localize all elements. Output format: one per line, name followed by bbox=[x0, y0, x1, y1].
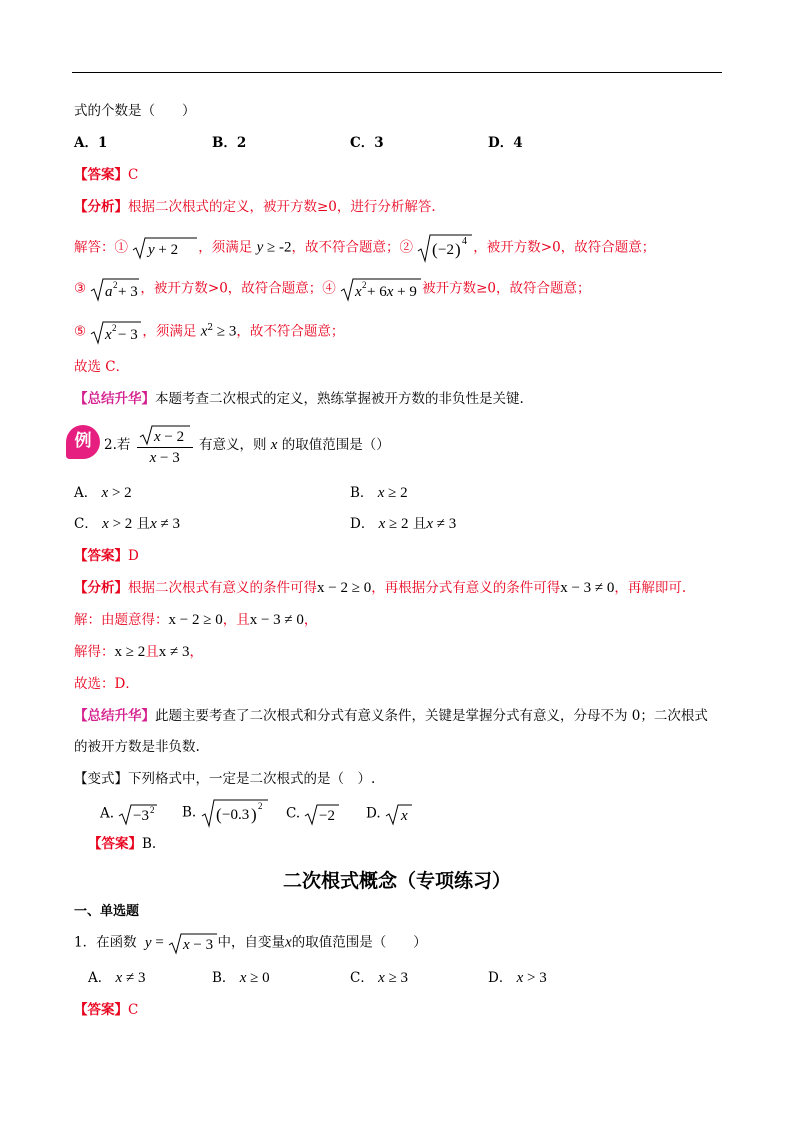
svg-text:−2: −2 bbox=[319, 808, 336, 824]
svg-text:−0.3: −0.3 bbox=[221, 807, 249, 823]
svg-text:): ) bbox=[455, 240, 461, 259]
summary-2-line-1: 【总结升华】此题主要考查了二次根式和分式有意义条件，关键是掌握分式有意义，分母不为 0；二次根式 bbox=[74, 708, 708, 724]
choose-1: 故选 C． bbox=[74, 359, 130, 375]
svg-text:−2: −2 bbox=[438, 242, 455, 258]
option-c: C．3 bbox=[350, 135, 384, 151]
variant-answer: 【答案】B. bbox=[88, 836, 157, 852]
svg-text:2: 2 bbox=[150, 805, 155, 815]
q1-option-d: D． x > 3 bbox=[488, 970, 547, 986]
svg-text:−3: −3 bbox=[133, 808, 150, 824]
section-subtitle: 一、单选题 bbox=[74, 904, 140, 919]
variant-option-a: A. −3 2 bbox=[100, 802, 158, 826]
choose-2: 故选：D． bbox=[74, 676, 139, 692]
option-d: D．4 bbox=[488, 135, 523, 151]
sqrt-neg0-3-sq bbox=[201, 798, 269, 828]
svg-text:+ 3: + 3 bbox=[118, 284, 139, 300]
option-b: B．2 bbox=[212, 135, 247, 151]
svg-text:(: ( bbox=[215, 805, 222, 824]
solution-line-1: 解答：① y + 2 ，须满足 y ≥ -2，故不符合题意；② ( −2 ) 4 ，被开方数>0，故符合题意； bbox=[74, 233, 655, 263]
q1-option-c: C． x ≥ 3 bbox=[350, 970, 409, 986]
svg-text:x − 3: x − 3 bbox=[182, 937, 213, 953]
svg-text:2: 2 bbox=[362, 280, 367, 290]
fraction-sqrt-x-2-over-x-3: $\frac{x - 2}{x - 3}$ bbox=[137, 424, 193, 467]
answer-1: 【答案】C bbox=[74, 167, 139, 183]
sqrt-neg-3-sq bbox=[118, 802, 158, 826]
q1-question: 1．在函数 y = x − 3 中，自变量x的取值范围是（ ） bbox=[74, 931, 427, 955]
ex2-option-c: C． x > 2 且x ≠ 3 bbox=[74, 516, 180, 532]
sqrt-x2-minus-3 bbox=[90, 319, 142, 345]
svg-text:4: 4 bbox=[462, 236, 468, 247]
svg-text:y + 2: y + 2 bbox=[148, 242, 179, 258]
sqrt-x2-6x-9 bbox=[340, 276, 422, 302]
ex2-option-a: A． x > 2 bbox=[74, 485, 132, 501]
q1-option-b: B． x ≥ 0 bbox=[212, 970, 270, 986]
svg-text:x: x bbox=[400, 808, 408, 824]
svg-text:x: x bbox=[355, 284, 362, 300]
svg-text:2: 2 bbox=[112, 323, 117, 333]
svg-text:2: 2 bbox=[113, 280, 118, 290]
example-2-question: 2.若 $\frac{x - 2}{x - 3}$ 有意义，则 x 的取值范围是（） bbox=[104, 424, 390, 468]
solution-2-line-1: 解：由题意得：x − 2 ≥ 0，且x − 3 ≠ 0， bbox=[74, 612, 318, 628]
solution-line-3: ⑤ x 2 − 3 ，须满足 $x^2 \ge 3$，故不符合题意； bbox=[74, 318, 344, 345]
option-a: A．1 bbox=[74, 135, 108, 151]
sqrt-x-minus-3 bbox=[168, 931, 218, 955]
solution-2-line-2: 解得：x ≥ 2且x ≠ 3， bbox=[74, 644, 203, 660]
solution-line-2: ③ a 2 + 3 ，被开方数>0，故符合题意；④ x 2 + 6x + 9 被开方数≥0，故符合题意； bbox=[74, 276, 591, 302]
analysis-1: 【分析】根据二次根式的定义，被开方数≥0，进行分析解答. bbox=[74, 199, 436, 215]
sqrt-neg-2 bbox=[304, 802, 340, 826]
q1-option-a: A． x ≠ 3 bbox=[88, 970, 146, 986]
svg-text:x: x bbox=[105, 327, 113, 343]
svg-text:+ 6x + 9: + 6x + 9 bbox=[367, 284, 417, 300]
sqrt-x bbox=[385, 802, 413, 826]
summary-2-line-2: 的被开方数是非负数. bbox=[74, 739, 200, 755]
svg-text:a: a bbox=[105, 284, 113, 300]
svg-text:x − 2: x − 2 bbox=[153, 429, 184, 445]
variant-option-d: D. x bbox=[366, 802, 413, 826]
sqrt-y-plus-2 bbox=[132, 236, 198, 260]
sqrt-a2-plus-3 bbox=[90, 276, 140, 302]
section-title: 二次根式概念（专项练习） bbox=[282, 870, 511, 892]
sqrt-neg2-pow4 bbox=[417, 233, 473, 263]
analysis-2: 【分析】根据二次根式有意义的条件可得x − 2 ≥ 0，再根据分式有意义的条件可得x − 3 ≠ 0，再解即可. bbox=[74, 580, 687, 596]
header-rule bbox=[72, 72, 722, 73]
svg-text:2: 2 bbox=[257, 801, 263, 811]
variant-option-b: B. ( −0.3 ) 2 bbox=[182, 798, 269, 828]
ex2-option-d: D． x ≥ 2 且x ≠ 3 bbox=[350, 516, 457, 532]
answer-2: 【答案】D bbox=[74, 548, 139, 564]
svg-text:): ) bbox=[250, 805, 257, 824]
svg-text:− 3: − 3 bbox=[118, 327, 139, 343]
example-badge: 例 bbox=[66, 425, 100, 459]
variant-question: 【变式】下列格式中，一定是二次根式的是（ ）. bbox=[74, 771, 376, 787]
summary-1: 【总结升华】本题考查二次根式的定义，熟练掌握被开方数的非负性是关键. bbox=[74, 391, 524, 407]
answer-q1: 【答案】C bbox=[74, 1002, 139, 1018]
ex2-option-b: B． x ≥ 2 bbox=[350, 485, 408, 501]
question-tail: 式的个数是（ ） bbox=[74, 103, 196, 119]
variant-options-row bbox=[0, 798, 794, 826]
variant-option-c: C. −2 bbox=[286, 802, 340, 826]
svg-text:(: ( bbox=[432, 240, 438, 259]
